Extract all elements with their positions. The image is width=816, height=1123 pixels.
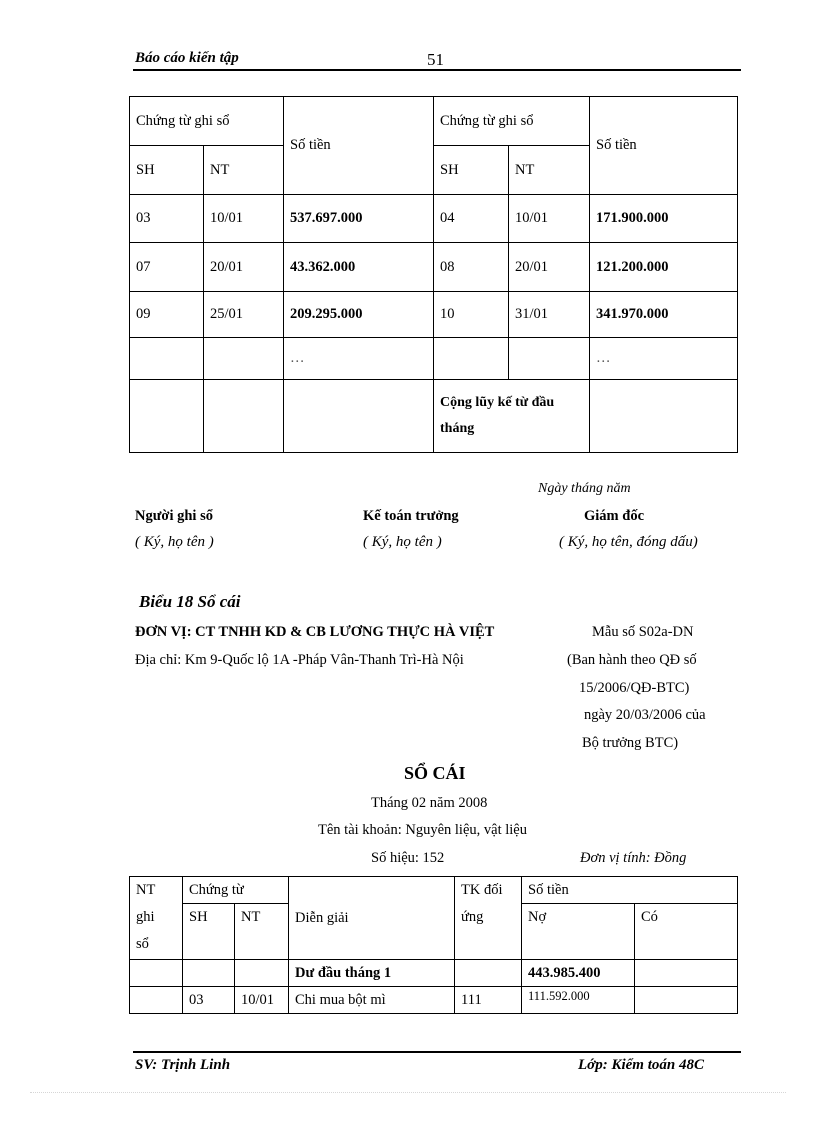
cell-account: 111 bbox=[455, 987, 522, 1014]
director-label: Giám đốc bbox=[584, 508, 645, 524]
cumulative-label: Cộng lũy kế từ đầu tháng bbox=[434, 380, 590, 453]
amount-header-left: Số tiền bbox=[284, 97, 434, 195]
cell-debit: 111.592.000 bbox=[522, 987, 635, 1014]
bieu-title: Biểu 18 Sổ cái bbox=[139, 592, 241, 611]
sh-header: SH bbox=[434, 146, 509, 195]
cell-amount: 537.697.000 bbox=[284, 195, 434, 243]
cell-amount: 171.900.000 bbox=[590, 195, 738, 243]
table-row bbox=[130, 195, 738, 243]
dien-giai-header: Diễn giải bbox=[289, 877, 455, 960]
cell-empty bbox=[130, 960, 183, 987]
cell-nt: 20/01 bbox=[204, 243, 284, 292]
recorder-label: Người ghi sổ bbox=[135, 508, 213, 524]
cell-empty bbox=[130, 380, 204, 453]
page-bottom-dotted-line bbox=[30, 1092, 786, 1093]
cell-nt: 10/01 bbox=[204, 195, 284, 243]
cell-nt: 20/01 bbox=[509, 243, 590, 292]
footer-rule bbox=[133, 1051, 741, 1053]
cell-sh: 04 bbox=[434, 195, 509, 243]
cell-empty bbox=[509, 338, 590, 380]
issued-line-4: Bộ trưởng BTC) bbox=[582, 735, 679, 751]
voucher-header-left: Chứng từ ghi sổ bbox=[130, 97, 284, 146]
cell-empty bbox=[590, 380, 738, 453]
cell-description: Chi mua bột mì bbox=[289, 987, 455, 1014]
nt-ghi-so-line-1: NT bbox=[136, 882, 156, 898]
chung-tu-header: Chứng từ bbox=[183, 877, 289, 904]
table-row bbox=[130, 987, 738, 1014]
issued-line-1: (Ban hành theo QĐ số bbox=[567, 652, 697, 668]
header-rule bbox=[133, 69, 741, 71]
co-header: Có bbox=[635, 904, 738, 960]
recorder-sign-note: ( Ký, họ tên ) bbox=[135, 534, 214, 550]
table-row bbox=[130, 338, 738, 380]
cell-ellipsis: … bbox=[590, 338, 738, 380]
table-row bbox=[130, 243, 738, 292]
class-name: Lớp: Kiểm toán 48C bbox=[578, 1057, 704, 1073]
student-name: SV: Trịnh Linh bbox=[135, 1057, 231, 1073]
sh-header: SH bbox=[183, 904, 235, 960]
table-row bbox=[130, 960, 738, 987]
cell-sh: 10 bbox=[434, 292, 509, 338]
amount-header-right: Số tiền bbox=[590, 97, 738, 195]
tk-doi-ung-line-1: TK đối bbox=[461, 882, 503, 898]
account-name: Tên tài khoản: Nguyên liệu, vật liệu bbox=[318, 822, 527, 838]
cell-nt: 10/01 bbox=[235, 987, 289, 1014]
cell-ellipsis: … bbox=[284, 338, 434, 380]
cell-amount: 209.295.000 bbox=[284, 292, 434, 338]
cell-sh: 07 bbox=[130, 243, 204, 292]
table-row bbox=[130, 380, 738, 453]
cell-nt: 31/01 bbox=[509, 292, 590, 338]
template-number: Mẫu số S02a-DN bbox=[592, 624, 694, 640]
nt-header: NT bbox=[235, 904, 289, 960]
voucher-header-right: Chứng từ ghi sổ bbox=[434, 97, 590, 146]
director-sign-note: ( Ký, họ tên, đóng dấu) bbox=[559, 534, 698, 550]
so-cai-table bbox=[129, 876, 738, 1014]
cell-empty bbox=[455, 960, 522, 987]
cell-amount: 121.200.000 bbox=[590, 243, 738, 292]
cell-empty bbox=[204, 338, 284, 380]
so-cai-month: Tháng 02 năm 2008 bbox=[371, 795, 488, 811]
cell-empty bbox=[635, 960, 738, 987]
no-header: Nợ bbox=[522, 904, 635, 960]
opening-balance-label: Dư đầu tháng 1 bbox=[289, 960, 455, 987]
cell-empty bbox=[284, 380, 434, 453]
tk-doi-ung-line-2: ứng bbox=[461, 909, 484, 925]
cell-sh: 09 bbox=[130, 292, 204, 338]
cell-empty bbox=[635, 987, 738, 1014]
cell-nt: 10/01 bbox=[509, 195, 590, 243]
nt-header: NT bbox=[204, 146, 284, 195]
so-cai-title: SỔ CÁI bbox=[404, 763, 466, 783]
unit-name: ĐƠN VỊ: CT TNHH KD & CB LƯƠNG THỰC HÀ VIỆT bbox=[135, 624, 495, 640]
cell-empty bbox=[130, 987, 183, 1014]
cell-sh: 03 bbox=[183, 987, 235, 1014]
chief-accountant-label: Kế toán trưởng bbox=[363, 508, 459, 524]
cell-empty bbox=[130, 338, 204, 380]
cell-empty bbox=[183, 960, 235, 987]
account-number: Số hiệu: 152 bbox=[371, 850, 445, 866]
sh-header: SH bbox=[130, 146, 204, 195]
cell-empty bbox=[204, 380, 284, 453]
chief-sign-note: ( Ký, họ tên ) bbox=[363, 534, 442, 550]
cell-amount: 341.970.000 bbox=[590, 292, 738, 338]
issued-line-3: ngày 20/03/2006 của bbox=[584, 707, 706, 723]
cell-empty bbox=[235, 960, 289, 987]
opening-balance-debit: 443.985.400 bbox=[522, 960, 635, 987]
date-line: Ngày tháng năm bbox=[538, 481, 631, 496]
cell-empty bbox=[434, 338, 509, 380]
cell-amount: 43.362.000 bbox=[284, 243, 434, 292]
cell-nt: 25/01 bbox=[204, 292, 284, 338]
cell-sh: 08 bbox=[434, 243, 509, 292]
report-title: Báo cáo kiến tập bbox=[135, 50, 239, 66]
table-row bbox=[130, 292, 738, 338]
address: Địa chỉ: Km 9-Quốc lộ 1A -Pháp Vân-Thanh Trì-Hà Nội bbox=[135, 652, 464, 668]
nt-ghi-so-header bbox=[130, 877, 183, 960]
tk-doi-ung-header bbox=[455, 877, 522, 960]
ledger-table bbox=[129, 96, 738, 453]
nt-ghi-so-line-3: sổ bbox=[136, 936, 149, 952]
nt-header: NT bbox=[509, 146, 590, 195]
issued-line-2: 15/2006/QĐ-BTC) bbox=[579, 680, 690, 696]
cell-sh: 03 bbox=[130, 195, 204, 243]
page-number: 51 bbox=[427, 50, 444, 69]
so-tien-header: Số tiền bbox=[522, 877, 738, 904]
currency-unit: Đơn vị tính: Đồng bbox=[580, 850, 687, 866]
nt-ghi-so-line-2: ghi bbox=[136, 909, 155, 925]
